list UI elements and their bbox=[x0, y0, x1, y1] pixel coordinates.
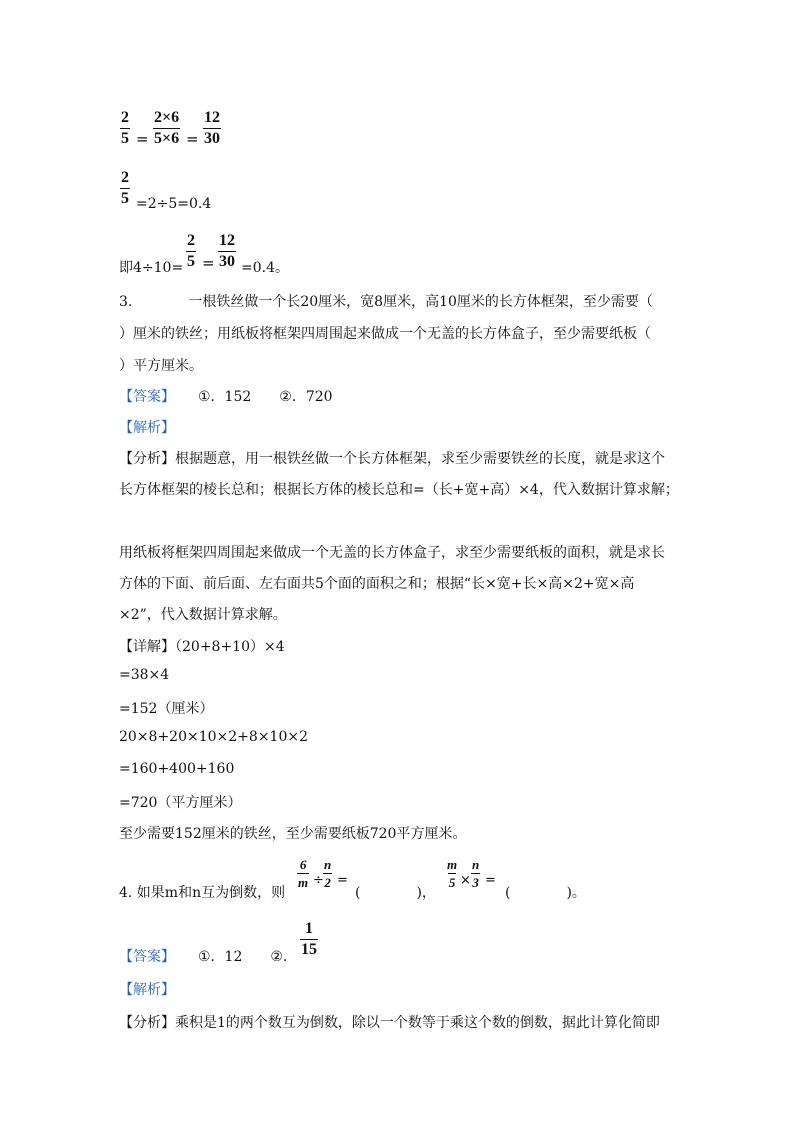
analysis-paragraph-line-2: 长方体框架的棱长总和；根据长方体的棱长总和=（长+宽+高）×4，代入数据计算求解； bbox=[119, 482, 679, 498]
detail-line-5: =160+400+160 bbox=[119, 761, 235, 777]
question-3-line-1: 3. 一根铁丝做一个长20厘米，宽8厘米，高10厘米的长方体框架，至少需要（ bbox=[119, 294, 653, 310]
equivalence-prefix: 即4÷10= bbox=[119, 260, 184, 276]
detail-label: 【详解】 bbox=[119, 639, 175, 655]
denominator: 5 bbox=[121, 130, 129, 147]
fenxi-text: 乘积是1的两个数互为倒数，除以一个数等于乘这个数的倒数，据此计算化简即 bbox=[175, 1015, 660, 1031]
detail-line-1 bbox=[119, 636, 285, 656]
denominator: 30 bbox=[204, 130, 220, 147]
fraction-2-5 bbox=[120, 110, 130, 147]
numerator: n bbox=[472, 857, 480, 872]
answer-text: ①．152 ②．720 bbox=[198, 389, 333, 405]
fraction-1-over-15 bbox=[300, 921, 318, 958]
denominator: 15 bbox=[301, 941, 317, 958]
equals-sign: = bbox=[337, 873, 348, 888]
analysis-paragraph-line-3: 用纸板将框架四周围起来做成一个无盖的长方体盒子，求至少需要纸板的面积，就是求长 bbox=[119, 545, 665, 561]
denominator: 5 bbox=[121, 190, 129, 207]
numerator: 1 bbox=[305, 920, 313, 937]
divide-sign: ÷ bbox=[313, 873, 324, 888]
denominator: 3 bbox=[472, 875, 479, 890]
fraction-n-over-2 bbox=[323, 858, 332, 889]
numerator: n bbox=[324, 857, 332, 872]
division-result-text: =2÷5=0.4 bbox=[136, 196, 212, 212]
denominator: m bbox=[298, 875, 309, 890]
denominator: 5 bbox=[448, 875, 456, 890]
times-sign: × bbox=[460, 873, 471, 888]
conclusion-line: 至少需要152厘米的铁丝，至少需要纸板720平方厘米。 bbox=[119, 826, 467, 842]
detail-expression: （20+8+10）×4 bbox=[175, 639, 285, 655]
fenxi-label: 【分析】 bbox=[119, 451, 175, 467]
analysis-paragraph-line-1 bbox=[119, 448, 665, 468]
analysis-paragraph bbox=[119, 1012, 660, 1032]
detail-line-4: 20×8+20×10×2+8×10×2 bbox=[119, 729, 308, 745]
analysis-paragraph-line-5: ×2”，代入数据计算求解。 bbox=[119, 607, 287, 623]
equivalence-result: =0.4。 bbox=[241, 260, 289, 276]
fraction-12-30 bbox=[203, 110, 221, 147]
question-3-line-3: ）平方厘米。 bbox=[119, 358, 203, 374]
numerator: 2 bbox=[121, 109, 129, 126]
fenxi-label: 【分析】 bbox=[119, 1015, 175, 1031]
equals-sign: = bbox=[202, 254, 215, 272]
denominator: 30 bbox=[219, 253, 235, 270]
detail-line-3: =152（厘米） bbox=[119, 701, 214, 717]
answer-label: 【答案】 bbox=[119, 949, 175, 965]
analysis-paragraph-line-4: 方体的下面、前后面、左右面共5个面的面积之和；根据“长×宽+长×高×2+宽×高 bbox=[119, 576, 635, 592]
fraction-6-over-m bbox=[297, 858, 309, 889]
detail-line-2: =38×4 bbox=[119, 667, 170, 683]
numerator: m bbox=[447, 857, 458, 872]
denominator: 5×6 bbox=[154, 130, 180, 147]
fraction-12-30-second bbox=[218, 233, 236, 270]
numerator: 2×6 bbox=[154, 109, 180, 126]
fraction-2-5-third bbox=[186, 233, 196, 270]
equals-sign: = bbox=[136, 130, 149, 148]
answer-label: 【答案】 bbox=[119, 389, 175, 405]
numerator: 2 bbox=[187, 232, 195, 249]
detail-line-6: =720（平方厘米） bbox=[119, 795, 242, 811]
fraction-m-over-5 bbox=[446, 858, 458, 889]
numerator: 12 bbox=[219, 232, 235, 249]
denominator: 5 bbox=[187, 253, 195, 270]
numerator: 6 bbox=[299, 857, 307, 872]
analysis-label: 【解析】 bbox=[119, 420, 175, 436]
fraction-2x6-5x6 bbox=[153, 110, 180, 147]
question-4-prefix: 4. 如果m和n互为倒数，则 bbox=[119, 885, 286, 901]
numerator: 2 bbox=[121, 169, 129, 186]
answer-blank-2: ( )。 bbox=[505, 885, 586, 901]
question-3-line-2: ）厘米的铁丝；用纸板将框架四周围起来做成一个无盖的长方体盒子，至少需要纸板（ bbox=[119, 326, 651, 342]
equals-sign: = bbox=[485, 873, 496, 888]
analysis-label: 【解析】 bbox=[119, 982, 175, 998]
equals-sign: = bbox=[186, 130, 199, 148]
fraction-2-5-second bbox=[120, 170, 130, 207]
fenxi-text: 根据题意，用一根铁丝做一个长方体框架，求至少需要铁丝的长度，就是求这个 bbox=[175, 451, 665, 467]
answer-text: ①．12 ②． bbox=[198, 949, 297, 965]
fraction-n-over-3 bbox=[471, 858, 480, 889]
answer-blank-1: ( )， bbox=[355, 885, 436, 901]
numerator: 12 bbox=[204, 109, 220, 126]
denominator: 2 bbox=[324, 875, 331, 890]
